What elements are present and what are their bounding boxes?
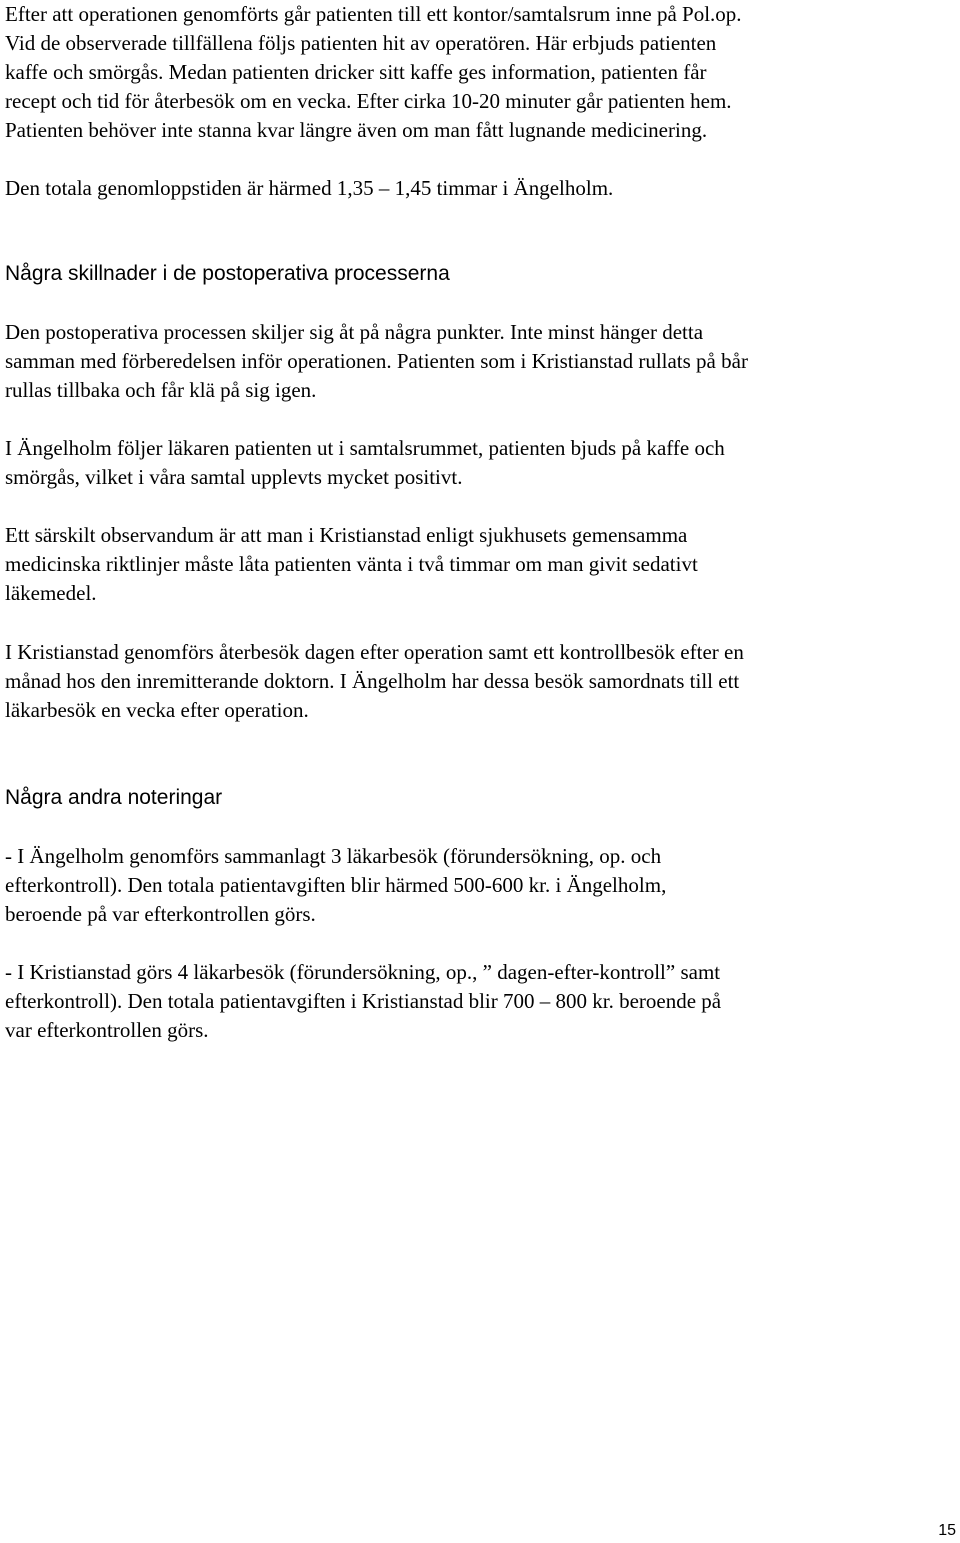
paragraph-total-time: Den totala genomloppstiden är härmed 1,35 – 1,45 timmar i Ängelholm. [5, 176, 614, 200]
paragraph-postop-routine: Efter att operationen genomförts går patienten till ett kontor/samtalsrum inne på Pol.op. Vid de observerade tillfällena följs patienten hit av operatören. Här erbjuds patienten kaffe och smörgås. Medan patienten dricker sitt kaffe ges information, patienten får recept och tid för återbesök om en vecka. Efter cirka 10-20 minuter går patienten hem. Patienten behöver inte stanna kvar längre även om man fått lugnande medicinering. [5, 2, 742, 142]
paragraph-angelholm-followup: I Ängelholm följer läkaren patienten ut i samtalsrummet, patienten bjuds på kaffe och smörgås, vilket i våra samtal upplevts mycket positivt. [5, 436, 725, 489]
section-heading-differences: Några skillnader i de postoperativa processerna [5, 262, 450, 285]
paragraph-process-differences: Den postoperativa processen skiljer sig åt på några punkter. Inte minst hänger detta samman med förberedelsen inför operationen. Patienten som i Kristianstad rullats på bår rullas tillbaka och får klä på sig igen. [5, 320, 748, 402]
list-item-angelholm-visits: - I Ängelholm genomförs sammanlagt 3 läkarbesök (förundersökning, op. och efterkontroll). Den totala patientavgiften blir härmed 500-600 kr. i Ängelholm, beroende på var efterkontrollen görs. [5, 844, 667, 926]
page-number: 15 [938, 1522, 956, 1539]
list-item-kristianstad-visits: - I Kristianstad görs 4 läkarbesök (förundersökning, op., ” dagen-efter-kontroll” samt efterkontroll). Den totala patientavgiften i Kristianstad blir 700 – 800 kr. beroende på var efterkontrollen görs. [5, 960, 722, 1042]
section-heading-other-notes: Några andra noteringar [5, 786, 223, 809]
paragraph-observandum: Ett särskilt observandum är att man i Kristianstad enligt sjukhusets gemensamma medicinska riktlinjer måste låta patienten vänta i två timmar om man givit sedativt läkemedel. [5, 523, 698, 605]
paragraph-return-visits: I Kristianstad genomförs återbesök dagen efter operation samt ett kontrollbesök efter en månad hos den inremitterande doktorn. I Ängelholm har dessa besök samordnats till ett läkarbesök en vecka efter operation. [5, 640, 744, 722]
